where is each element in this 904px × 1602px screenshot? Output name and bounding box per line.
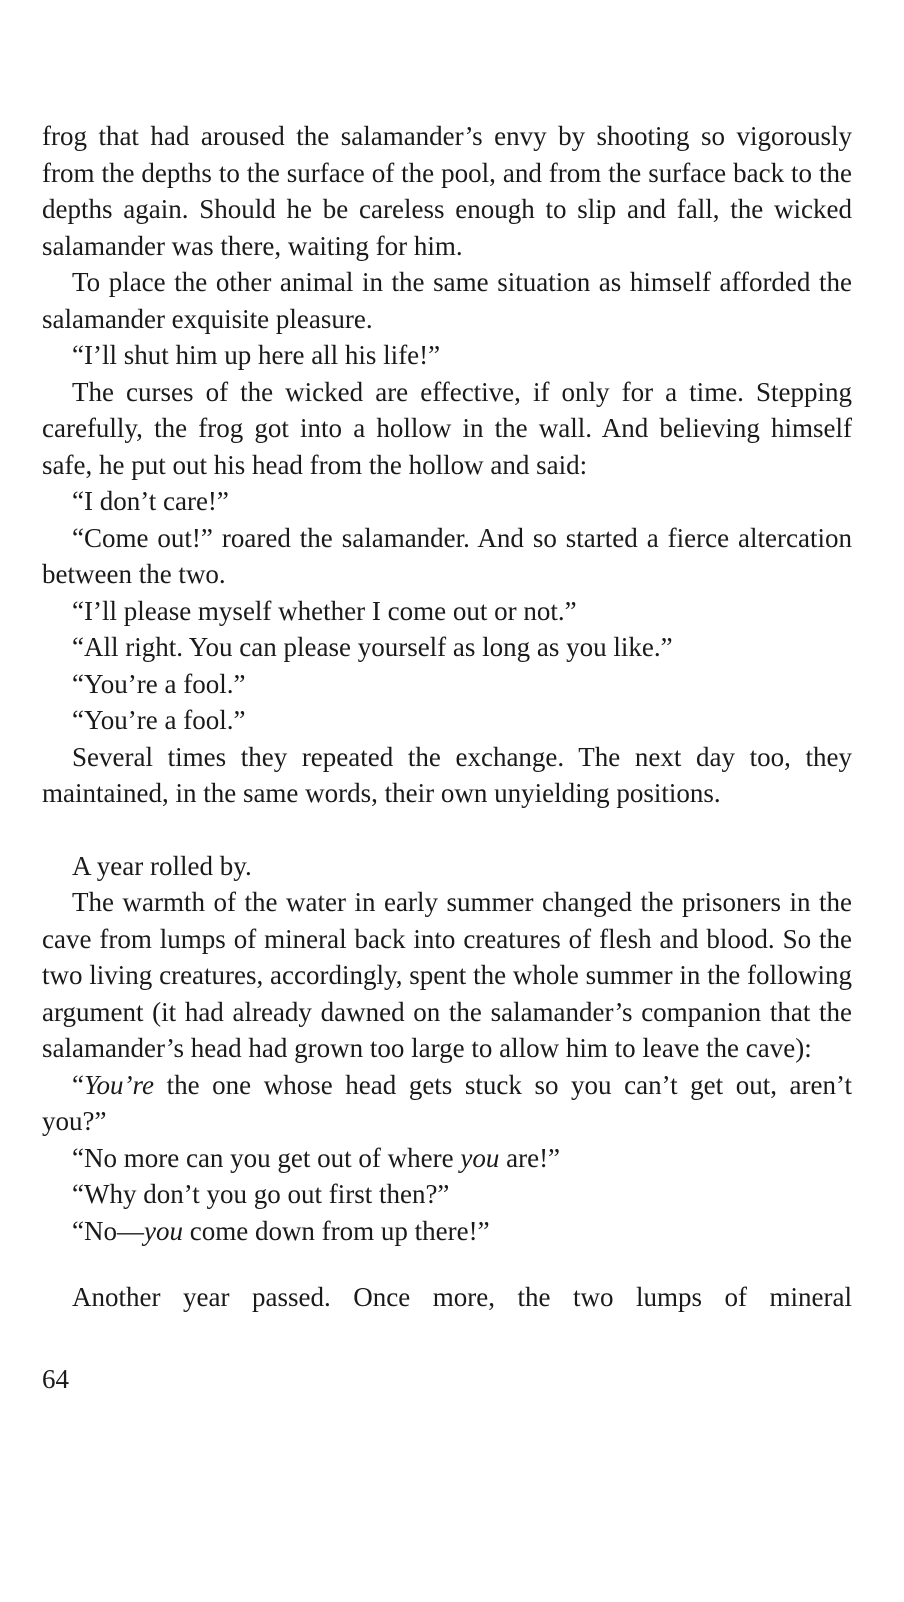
paragraph-frog-envy: frog that had aroused the salamander’s envy by shooting so vigorously from the depths to the surface of the pool, and from the surface back to the depths again. Should he be careless enough to slip and fall, the wicked salamander was there, waiting for him.: [42, 121, 852, 261]
dialogue-no-more-can-you: “No more can you get out of where you are!”: [72, 1142, 561, 1173]
dialogue-shut-him-up: “I’ll shut him up here all his life!”: [72, 340, 441, 370]
dialogue-dont-care: “I don’t care!”: [72, 486, 229, 516]
paragraph-exquisite-pleasure: To place the other animal in the same situation as himself afforded the salamander exquisite pleasure.: [42, 267, 852, 334]
page-number: 64: [42, 1364, 69, 1394]
paragraph-come-out: “Come out!” roared the salamander. And so started a fierce altercation between the two.: [42, 522, 852, 589]
dialogue-come-down: “No—you come down from up there!”: [72, 1215, 490, 1246]
dialogue-please-myself: “I’ll please myself whether I come out or not.”: [72, 595, 577, 626]
paragraph-curses-of-the-wicked: The curses of the wicked are effective, if only for a time. Stepping carefully, the frog got into a hollow in the wall. And believing himself safe, he put out his head from the hollow and said:: [42, 376, 852, 480]
dialogue-youre-a-fool-2: “You’re a fool.”: [72, 705, 246, 735]
paragraph-repeated-exchange: Several times they repeated the exchange. The next day too, they maintained, in the same words, their own unyielding positions.: [42, 741, 852, 808]
page-body: [42, 118, 852, 1316]
dialogue-all-right: “All right. You can please yourself as long as you like.”: [72, 632, 673, 662]
dialogue-youre-a-fool-1: “You’re a fool.”: [72, 668, 246, 699]
paragraph-another-year: Another year passed. Once more, the two lumps of mineral: [72, 1282, 852, 1312]
dialogue-head-gets-stuck: “You’re the one whose head gets stuck so you can’t get out, aren’t you?”: [42, 1069, 852, 1136]
paragraph-year-rolled-by: A year rolled by.: [72, 850, 252, 881]
dialogue-go-out-first: “Why don’t you go out first then?”: [72, 1179, 450, 1209]
paragraph-warmth-of-water: The warmth of the water in early summer changed the prisoners in the cave from lumps of mineral back into creatures of flesh and blood. So the two living creatures, accordingly, spent the whole summer in the following argument (it had already dawned on the salamander’s companion that the salamander’s head had grown too large to allow him to leave the cave):: [42, 887, 852, 1063]
